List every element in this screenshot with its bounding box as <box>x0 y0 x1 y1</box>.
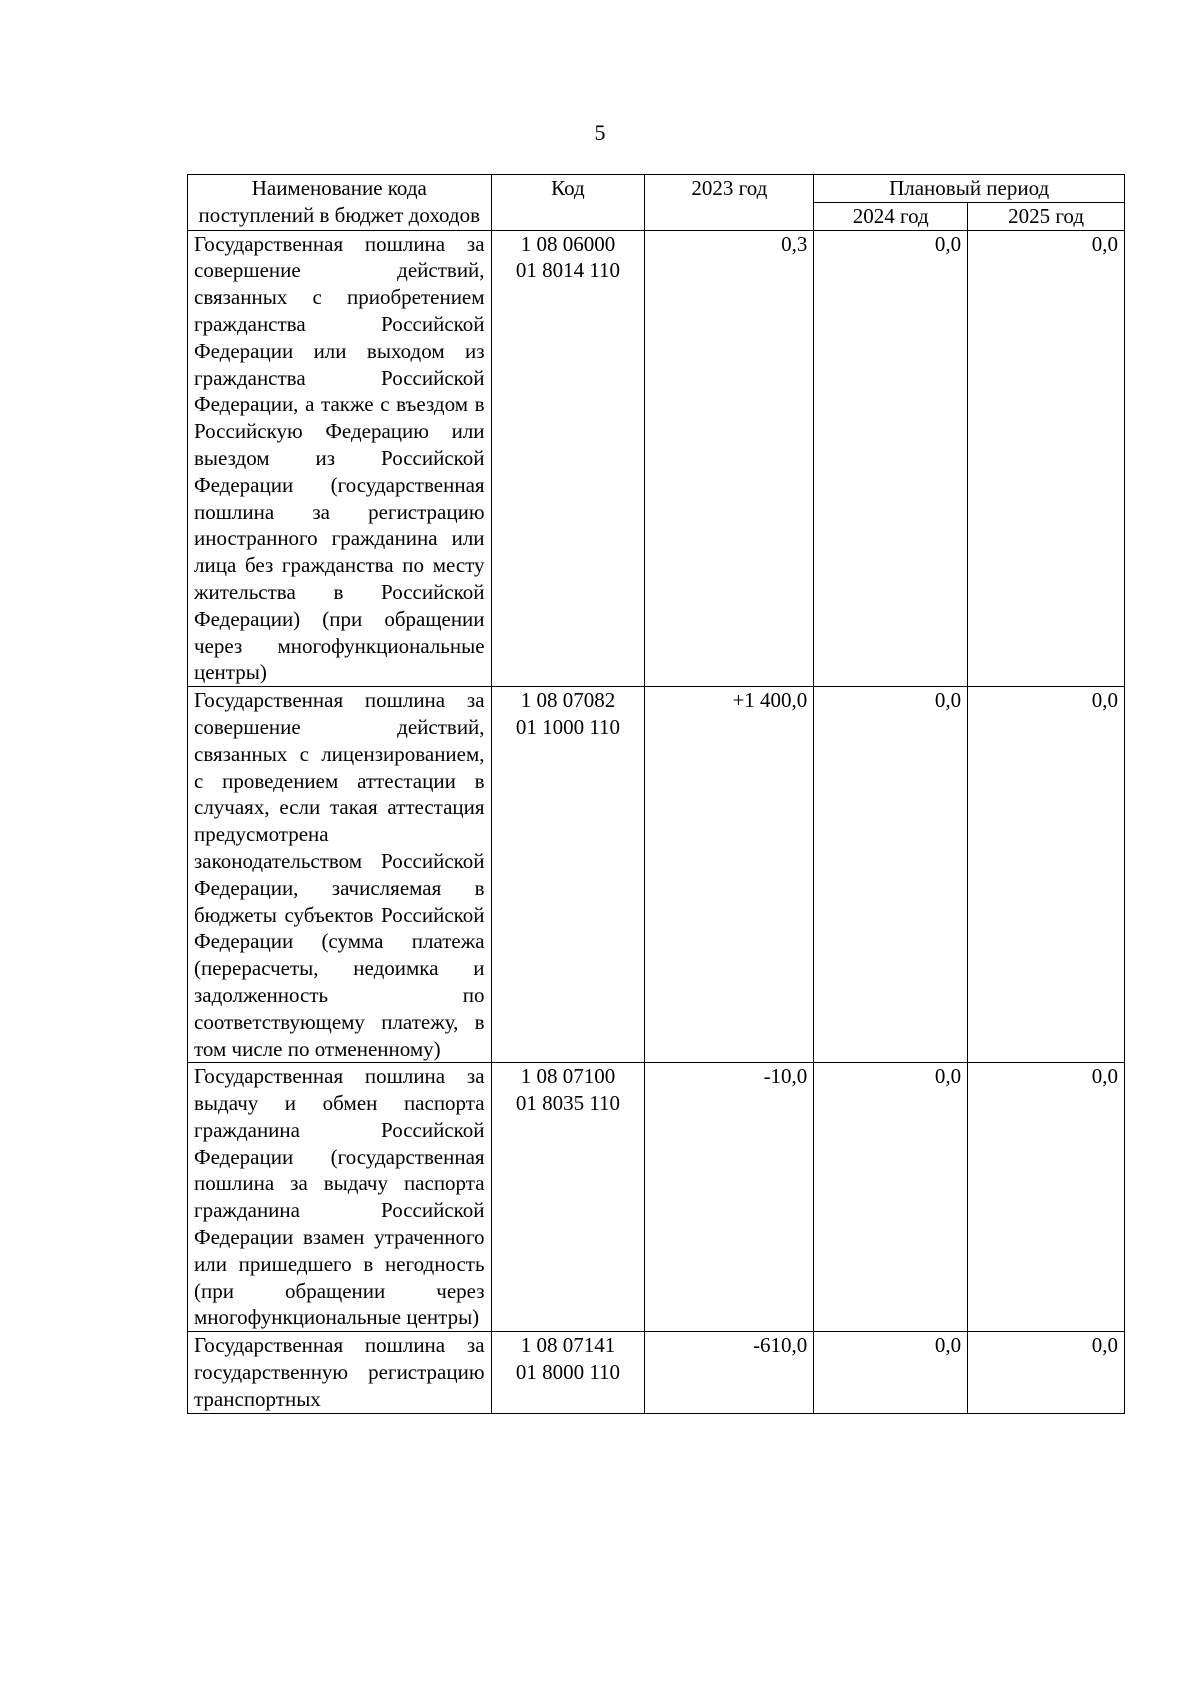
header-year-2024: 2024 год <box>814 202 968 230</box>
amount-2025-cell: 0,0 <box>968 687 1125 1063</box>
amount-2025-cell: 0,0 <box>968 1332 1125 1413</box>
code-line: 01 1000 110 <box>515 714 621 739</box>
amount-2023-cell: -610,0 <box>645 1332 814 1413</box>
table-row <box>188 1332 1125 1413</box>
page-number: 5 <box>594 120 606 145</box>
header-year-2025: 2025 год <box>968 202 1125 230</box>
amount-2024-cell: 0,0 <box>814 1332 968 1413</box>
table-row <box>188 230 1125 687</box>
code-line: 01 8035 110 <box>515 1091 621 1116</box>
revenue-name-cell: Государственная пошлина за выдачу и обмен паспорта гражданина Российской Федерации (государственная пошлина за выдачу паспорта гражданина Российской Федерации взамен утраченного или пришедшего в негодность (при обращении через многофункциональные центры) <box>188 1063 492 1332</box>
header-name: Наименование кода поступлений в бюджет доходов <box>188 175 492 231</box>
code-line: 1 08 07100 <box>520 1064 616 1089</box>
code-line: 01 8000 110 <box>515 1360 621 1385</box>
amount-2025-cell: 0,0 <box>968 1063 1125 1332</box>
header-planned-period: Плановый период <box>814 175 1125 203</box>
table-row <box>188 1063 1125 1332</box>
revenue-code-cell <box>491 230 645 687</box>
amount-2023-cell: -10,0 <box>645 1063 814 1332</box>
revenue-name-cell: Государственная пошлина за совершение действий, связанных с лицензированием, с проведением аттестации в случаях, если такая аттестация предусмотрена законодательством Российской Федерации, зачисляемая в бюджеты субъектов Российской Федерации (сумма платежа (перерасчеты, недоимка и задолженность по соответствующему платежу, в том числе по отмененному) <box>188 687 492 1063</box>
revenue-name-cell: Государственная пошлина за государственную регистрацию транспортных <box>188 1332 492 1413</box>
revenue-name-cell: Государственная пошлина за совершение действий, связанных с приобретением гражданства Российской Федерации или выходом из гражданства Российской Федерации, а также с въездом в Российскую Федерацию или выездом из Российской Федерации (государственная пошлина за регистрацию иностранного гражданина или лица без гражданства по месту жительства в Российской Федерации) (при обращении через многофункциональные центры) <box>188 230 492 687</box>
budget-revenue-table <box>187 174 1125 1414</box>
table-row <box>188 687 1125 1063</box>
revenue-code-cell <box>491 687 645 1063</box>
amount-2023-cell: 0,3 <box>645 230 814 687</box>
revenue-code-cell <box>491 1332 645 1413</box>
code-line: 1 08 07141 <box>520 1333 616 1358</box>
header-row-1 <box>188 175 1125 203</box>
amount-2023-cell: +1 400,0 <box>645 687 814 1063</box>
code-line: 1 08 06000 <box>520 231 616 256</box>
header-code: Код <box>491 175 645 231</box>
amount-2025-cell: 0,0 <box>968 230 1125 687</box>
revenue-code-cell <box>491 1063 645 1332</box>
amount-2024-cell: 0,0 <box>814 687 968 1063</box>
amount-2024-cell: 0,0 <box>814 1063 968 1332</box>
code-line: 01 8014 110 <box>515 258 621 283</box>
code-line: 1 08 07082 <box>520 688 616 713</box>
amount-2024-cell: 0,0 <box>814 230 968 687</box>
header-year-2023: 2023 год <box>645 175 814 231</box>
